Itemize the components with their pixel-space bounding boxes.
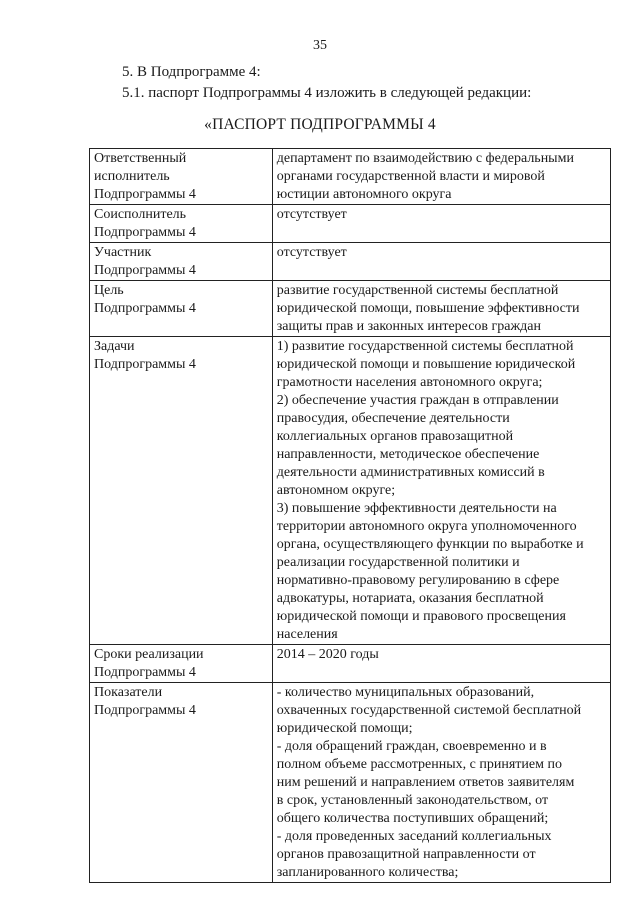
row-value-line: отсутствует xyxy=(276,207,347,222)
table-row xyxy=(90,337,611,645)
row-value-line: запланированного количества; xyxy=(276,865,459,880)
row-value-line: нормативно-правовому регулированию в сфере xyxy=(276,573,560,588)
table-row xyxy=(90,645,611,683)
row-value-cell xyxy=(272,337,610,645)
row-value-cell xyxy=(272,243,610,281)
row-value-line: 2) обеспечение участия граждан в отправлении xyxy=(276,393,559,408)
row-value-line: населения xyxy=(276,627,338,642)
table-row xyxy=(90,683,611,883)
row-value-line: юстиции автономного округа xyxy=(276,187,452,202)
row-value-line: общего количества поступивших обращений; xyxy=(276,811,549,826)
row-label-cell xyxy=(90,243,273,281)
row-value-line: охваченных государственной системой бесплатной xyxy=(276,703,582,718)
row-label-cell xyxy=(90,645,273,683)
table-row xyxy=(90,243,611,281)
table-row xyxy=(90,281,611,337)
row-value-line: юридической помощи и правового просвещения xyxy=(276,609,566,624)
row-label-line: Подпрограммы 4 xyxy=(94,703,196,718)
table-row xyxy=(90,205,611,243)
row-label-line: Подпрограммы 4 xyxy=(94,187,196,202)
row-value-line: 2014 – 2020 годы xyxy=(276,647,379,662)
row-value-line: - доля проведенных заседаний коллегиальных xyxy=(276,829,552,844)
row-value-line: автономном округе; xyxy=(276,483,396,498)
row-label-cell xyxy=(90,683,273,883)
row-label-cell xyxy=(90,205,273,243)
row-value-line: отсутствует xyxy=(276,245,347,260)
row-label-line: Соисполнитель xyxy=(94,207,187,222)
row-value-line: 3) повышение эффективности деятельности на xyxy=(276,501,557,516)
row-value-line: - количество муниципальных образований, xyxy=(276,685,535,700)
row-value-line: департамент по взаимодействию с федеральными xyxy=(276,151,574,166)
row-value-line: в срок, установленный законодательством, от xyxy=(276,793,549,808)
row-value-line: правосудия, обеспечение деятельности xyxy=(276,411,510,426)
row-value-cell xyxy=(272,683,610,883)
row-value-line: реализации государственной политики и xyxy=(276,555,520,570)
row-value-line: органа, осуществляющего функции по выработке и xyxy=(276,537,584,552)
intro-text xyxy=(122,62,531,104)
intro-line-2: 5.1. паспорт Подпрограммы 4 изложить в следующей редакции: xyxy=(122,85,532,101)
row-value-line: юридической помощи и повышение юридической xyxy=(276,357,576,372)
row-label-line: Сроки реализации xyxy=(94,647,204,662)
table-row xyxy=(90,149,611,205)
row-value-line: - доля обращений граждан, своевременно и в xyxy=(276,739,547,754)
row-label-line: Показатели xyxy=(94,685,163,700)
row-label-line: Цель xyxy=(94,283,124,298)
row-value-line: территории автономного округа уполномоченного xyxy=(276,519,577,534)
row-value-line: органами государственной власти и мировой xyxy=(276,169,545,184)
row-value-line: направленности, методическое обеспечение xyxy=(276,447,540,462)
row-value-line: деятельности административных комиссий в xyxy=(276,465,545,480)
row-value-line: защиты прав и законных интересов граждан xyxy=(276,319,542,334)
row-value-line: юридической помощи; xyxy=(276,721,413,736)
row-label-line: Подпрограммы 4 xyxy=(94,263,196,278)
passport-table xyxy=(89,148,611,883)
row-value-line: 1) развитие государственной системы бесплатной xyxy=(276,339,574,354)
row-value-cell xyxy=(272,205,610,243)
row-label-line: Ответственный xyxy=(94,151,187,166)
row-value-cell xyxy=(272,645,610,683)
row-label-cell xyxy=(90,149,273,205)
row-label-cell xyxy=(90,281,273,337)
passport-title: «ПАСПОРТ ПОДПРОГРАММЫ 4 xyxy=(204,116,436,133)
row-value-line: ним решений и направлением ответов заявителям xyxy=(276,775,575,790)
row-label-line: Задачи xyxy=(94,339,135,354)
row-value-cell xyxy=(272,149,610,205)
row-label-line: Подпрограммы 4 xyxy=(94,225,196,240)
row-label-line: Подпрограммы 4 xyxy=(94,357,196,372)
row-label-line: Участник xyxy=(94,245,152,260)
passport-table-body xyxy=(90,149,611,883)
row-value-line: адвокатуры, нотариата, оказания бесплатной xyxy=(276,591,544,606)
row-value-cell xyxy=(272,281,610,337)
row-value-line: юридической помощи, повышение эффективности xyxy=(276,301,580,316)
row-value-line: развитие государственной системы бесплатной xyxy=(276,283,559,298)
row-value-line: полном объеме рассмотренных, с принятием по xyxy=(276,757,562,772)
page-number: 35 xyxy=(313,38,327,53)
intro-line-1: 5. В Подпрограмме 4: xyxy=(122,64,261,80)
row-label-cell xyxy=(90,337,273,645)
row-label-line: исполнитель xyxy=(94,169,170,184)
row-value-line: грамотности населения автономного округа; xyxy=(276,375,543,390)
row-value-line: органов правозащитной направленности от xyxy=(276,847,536,862)
row-label-line: Подпрограммы 4 xyxy=(94,665,196,680)
row-value-line: коллегиальных органов правозащитной xyxy=(276,429,514,444)
row-label-line: Подпрограммы 4 xyxy=(94,301,196,316)
